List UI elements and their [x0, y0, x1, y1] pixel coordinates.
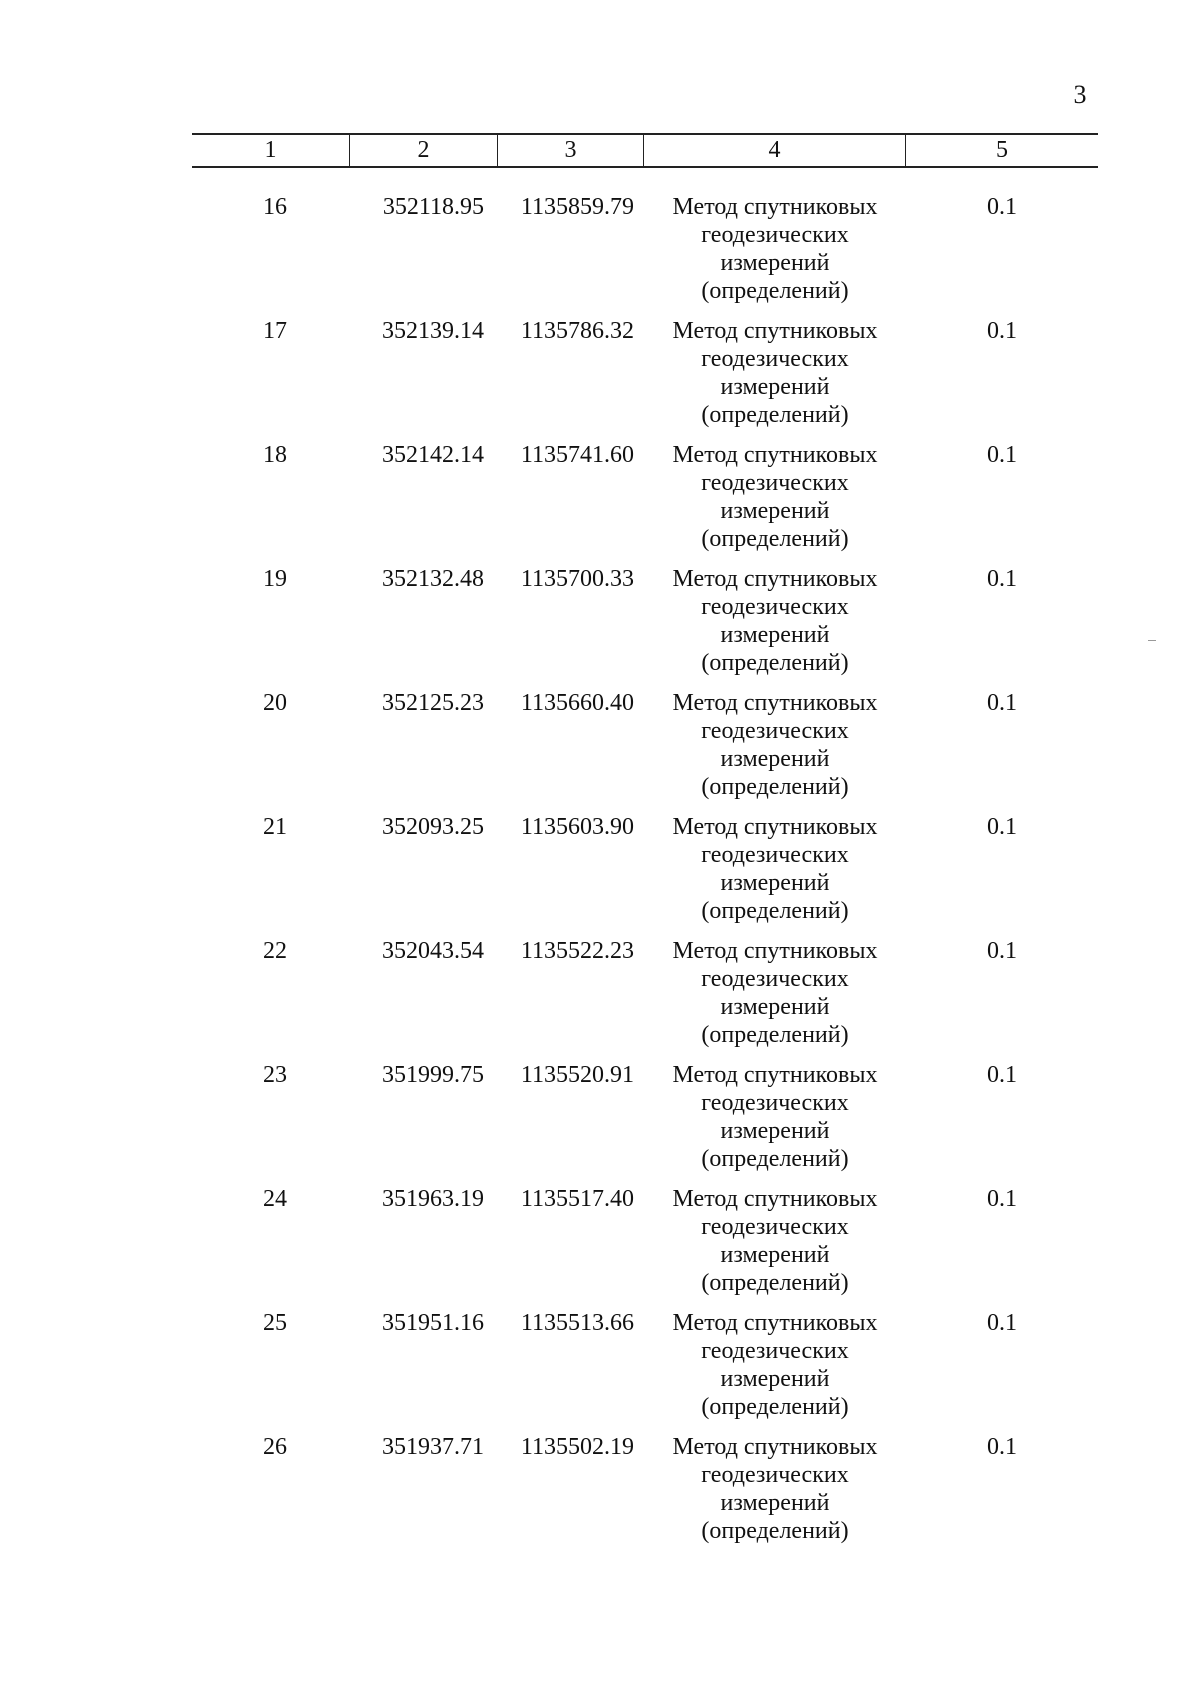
- table-header: [192, 133, 1098, 168]
- coordinate-x: 352093.25: [382, 814, 484, 840]
- method-cell: [644, 565, 906, 689]
- method-line: (определений): [701, 650, 849, 676]
- table-row: [192, 565, 1098, 689]
- accuracy-value: 0.1: [987, 194, 1017, 220]
- method-line: измерений: [720, 1366, 830, 1392]
- method-line: геодезических: [701, 470, 849, 496]
- coordinate-y: 1135520.91: [520, 1062, 634, 1088]
- coordinate-y: 1135522.23: [520, 938, 634, 964]
- accuracy-value: 0.1: [987, 938, 1017, 964]
- point-number: 19: [263, 566, 287, 592]
- method-cell: [644, 1061, 906, 1185]
- method-line: Метод спутниковых: [672, 1186, 878, 1212]
- coordinate-x: 352139.14: [382, 318, 484, 344]
- method-line: (определений): [701, 526, 849, 552]
- accuracy-value: 0.1: [987, 1062, 1017, 1088]
- method-line: (определений): [701, 1022, 849, 1048]
- coordinate-y: 1135786.32: [520, 318, 634, 344]
- method-line: геодезических: [701, 966, 849, 992]
- table-row: [192, 1185, 1098, 1309]
- coordinates-table-body: [192, 193, 1098, 1557]
- method-cell: [644, 193, 906, 317]
- method-line: (определений): [701, 898, 849, 924]
- method-line: (определений): [701, 774, 849, 800]
- method-line: Метод спутниковых: [672, 938, 878, 964]
- coordinate-x: 351951.16: [382, 1310, 484, 1336]
- method-line: измерений: [720, 1118, 830, 1144]
- method-line: Метод спутниковых: [672, 318, 878, 344]
- method-line: геодезических: [701, 594, 849, 620]
- coordinate-y: 1135603.90: [520, 814, 634, 840]
- method-line: измерений: [720, 1242, 830, 1268]
- point-number: 22: [263, 938, 287, 964]
- point-number: 16: [263, 194, 287, 220]
- method-cell: [644, 1433, 906, 1557]
- method-cell: [644, 689, 906, 813]
- point-number: 23: [263, 1062, 287, 1088]
- method-line: геодезических: [701, 1338, 849, 1364]
- coordinate-x: 351963.19: [382, 1186, 484, 1212]
- column-header-4: 4: [644, 135, 906, 166]
- method-line: измерений: [720, 498, 830, 524]
- method-line: измерений: [720, 746, 830, 772]
- accuracy-value: 0.1: [987, 566, 1017, 592]
- method-cell: [644, 1185, 906, 1309]
- coordinate-y: 1135741.60: [520, 442, 634, 468]
- table-row: [192, 689, 1098, 813]
- coordinate-x: 351999.75: [382, 1062, 484, 1088]
- column-header-2: 2: [350, 135, 498, 166]
- method-line: измерений: [720, 250, 830, 276]
- coordinate-x: 352125.23: [382, 690, 484, 716]
- accuracy-value: 0.1: [987, 1310, 1017, 1336]
- method-line: Метод спутниковых: [672, 1434, 878, 1460]
- coordinate-x: 351937.71: [382, 1434, 484, 1460]
- point-number: 25: [263, 1310, 287, 1336]
- method-cell: [644, 317, 906, 441]
- accuracy-value: 0.1: [987, 1186, 1017, 1212]
- point-number: 24: [263, 1186, 287, 1212]
- page-number: 3: [1073, 80, 1087, 109]
- method-line: геодезических: [701, 1214, 849, 1240]
- accuracy-value: 0.1: [987, 814, 1017, 840]
- method-cell: [644, 937, 906, 1061]
- method-line: (определений): [701, 1394, 849, 1420]
- method-line: Метод спутниковых: [672, 1310, 878, 1336]
- method-line: измерений: [720, 1490, 830, 1516]
- coordinate-y: 1135502.19: [520, 1434, 634, 1460]
- method-cell: [644, 441, 906, 565]
- method-line: Метод спутниковых: [672, 194, 878, 220]
- method-line: геодезических: [701, 346, 849, 372]
- table-row: [192, 1433, 1098, 1557]
- method-line: геодезических: [701, 842, 849, 868]
- method-line: геодезических: [701, 222, 849, 248]
- method-line: (определений): [701, 1146, 849, 1172]
- point-number: 20: [263, 690, 287, 716]
- table-row: [192, 813, 1098, 937]
- scan-mark: [1148, 640, 1156, 641]
- coordinate-x: 352142.14: [382, 442, 484, 468]
- accuracy-value: 0.1: [987, 318, 1017, 344]
- method-line: (определений): [701, 1518, 849, 1544]
- method-line: измерений: [720, 870, 830, 896]
- column-header-3: 3: [498, 135, 644, 166]
- coordinate-y: 1135517.40: [520, 1186, 634, 1212]
- method-line: Метод спутниковых: [672, 566, 878, 592]
- coordinate-x: 352132.48: [382, 566, 484, 592]
- method-line: Метод спутниковых: [672, 1062, 878, 1088]
- coordinate-x: 352043.54: [382, 938, 484, 964]
- method-line: (определений): [701, 1270, 849, 1296]
- point-number: 17: [263, 318, 287, 344]
- coordinate-x: 352118.95: [382, 194, 484, 220]
- method-line: (определений): [701, 402, 849, 428]
- table-row: [192, 1309, 1098, 1433]
- point-number: 18: [263, 442, 287, 468]
- method-cell: [644, 1309, 906, 1433]
- method-line: Метод спутниковых: [672, 442, 878, 468]
- accuracy-value: 0.1: [987, 442, 1017, 468]
- method-line: геодезических: [701, 718, 849, 744]
- method-line: Метод спутниковых: [672, 690, 878, 716]
- accuracy-value: 0.1: [987, 1434, 1017, 1460]
- coordinate-y: 1135859.79: [520, 194, 634, 220]
- coordinate-y: 1135700.33: [520, 566, 634, 592]
- method-line: Метод спутниковых: [672, 814, 878, 840]
- method-cell: [644, 813, 906, 937]
- point-number: 26: [263, 1434, 287, 1460]
- table-row: [192, 193, 1098, 317]
- table-row: [192, 1061, 1098, 1185]
- table-row: [192, 441, 1098, 565]
- method-line: измерений: [720, 622, 830, 648]
- method-line: (определений): [701, 278, 849, 304]
- accuracy-value: 0.1: [987, 690, 1017, 716]
- table-row: [192, 317, 1098, 441]
- coordinate-y: 1135660.40: [520, 690, 634, 716]
- column-header-5: 5: [996, 137, 1008, 163]
- method-line: геодезических: [701, 1462, 849, 1488]
- method-line: измерений: [720, 994, 830, 1020]
- method-line: геодезических: [701, 1090, 849, 1116]
- coordinate-y: 1135513.66: [520, 1310, 634, 1336]
- point-number: 21: [263, 814, 287, 840]
- column-header-1: 1: [192, 135, 350, 166]
- table-row: [192, 937, 1098, 1061]
- method-line: измерений: [720, 374, 830, 400]
